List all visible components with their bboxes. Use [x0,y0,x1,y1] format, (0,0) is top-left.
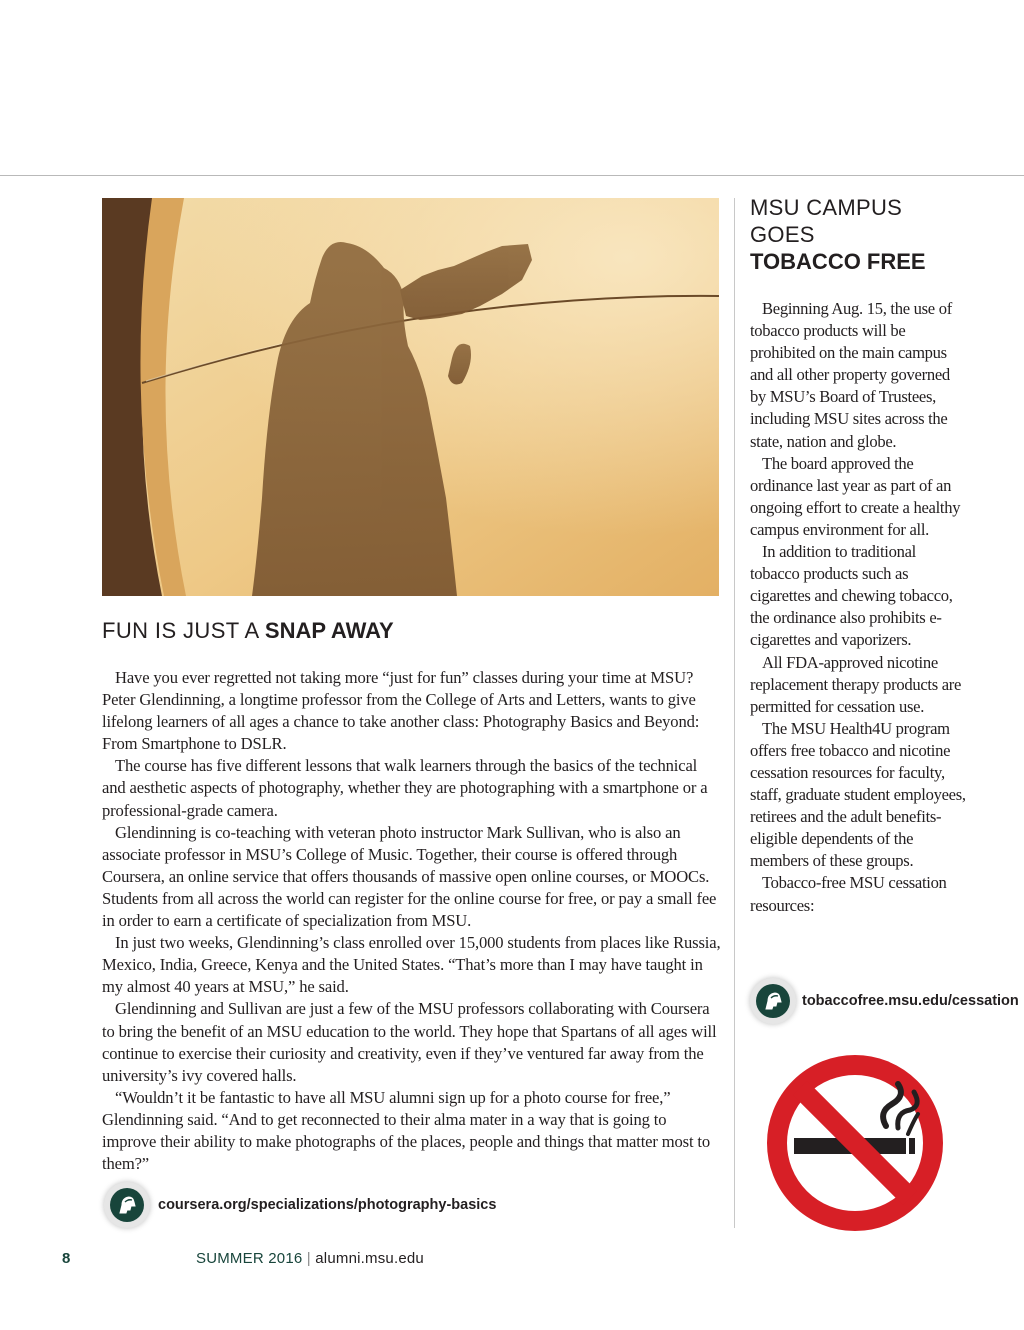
sidebar-title-line1: MSU CAMPUS [750,195,903,220]
sidebar-paragraph: All FDA-approved nicotine replacement therapy products are permitted for cessation use. [750,652,962,716]
headline-bold: SNAP AWAY [264,618,394,643]
column-divider [734,198,735,1228]
headline-light: FUN IS JUST A [102,618,259,643]
cessation-link-row[interactable] [750,978,1019,1024]
footer-season: SUMMER 2016 [196,1250,303,1267]
article-headline [102,618,394,644]
footer-site[interactable]: alumni.msu.edu [315,1250,424,1267]
sidebar-paragraph: The board approved the ordinance last year as part of an ongoing effort to create a healthy campus environment for all. [750,453,961,539]
sidebar-paragraph: In addition to traditional tobacco products such as cigarettes and chewing tobacco, the ordinance also prohibits e-cigarettes and vaporizers. [750,542,953,650]
camera-shadow-illustration [102,198,719,596]
article-body [102,667,724,1175]
sidebar-title-bold: TOBACCO FREE [750,249,926,274]
footer-line [196,1250,424,1267]
camera-shadow-photo [102,198,719,596]
spartan-helmet-icon [756,984,790,1018]
page-number: 8 [62,1250,71,1267]
footer-separator: | [306,1250,311,1267]
coursera-link-row[interactable] [104,1182,496,1228]
article-paragraph: Have you ever regretted not taking more “just for fun” classes during your time at MSU? Peter Glendinning, a longtime professor from the College of Arts and Letters, wants to give lifelong learners of all ages a chance to take another class: Photography Basics and Beyond: From Smartphone to DSLR. [102,668,700,754]
sidebar-paragraph: Beginning Aug. 15, the use of tobacco products will be prohibited on the main campus and all other property governed by MSU’s Board of Trustees, including MSU sites across the state, nation and globe. [750,299,952,451]
article-paragraph: In just two weeks, Glendinning’s class enrolled over 15,000 students from places like Russia, Mexico, India, Greece, Kenya and the United States. “That’s more than I may have taught in my almost 40 years at MSU,” he said. [102,933,721,997]
article-paragraph: “Wouldn’t it be fantastic to have all MSU alumni sign up for a photo course for free,” Glendinning said. “And to get reconnected to their alma mater in a way that is going to improve their ability to make photographs of the places, people and things that matter most to them?” [102,1087,711,1174]
cessation-link[interactable]: tobaccofree.msu.edu/cessation [802,992,1019,1009]
spartan-badge [104,1182,150,1228]
article-paragraph: Glendinning is co-teaching with veteran photo instructor Mark Sullivan, who is also an associate professor in MSU’s College of Music. Together, their course is offered through Coursera, an online service that offers thousands of massive open online courses, or MOOCs. Students from all across the world can register for the online course for free, or pay a small fee in order to earn a certificate of specialization from MSU. [102,822,717,931]
no-smoking-icon [766,1054,944,1237]
spartan-badge [750,978,796,1024]
top-rule [0,175,1024,176]
coursera-link[interactable]: coursera.org/specializations/photography-basics [158,1196,497,1213]
sidebar-paragraph: The MSU Health4U program offers free tobacco and nicotine cessation resources for faculty, staff, graduate student employees, retirees and the adult benefits-eligible dependents of the members of these groups. [750,718,966,871]
article-paragraph: The course has five different lessons that walk learners through the basics of the technical and aesthetic aspects of photography, whether they are photographing with a smartphone or a professional-grade camera. [102,756,708,820]
sidebar-title-line2: GOES [750,222,815,247]
article-paragraph: Glendinning and Sullivan are just a few of the MSU professors collaborating with Coursera to bring the benefit of an MSU education to the world. They hope that Spartans of all ages will continue to exercise their curiosity and creativity, even if they’ve ventured far away from the university’s ivy covered halls. [102,999,717,1085]
spartan-helmet-icon [110,1188,144,1222]
sidebar-title [750,194,990,275]
sidebar-paragraph: Tobacco-free MSU cessation resources: [750,873,947,915]
sidebar-body [750,298,968,917]
